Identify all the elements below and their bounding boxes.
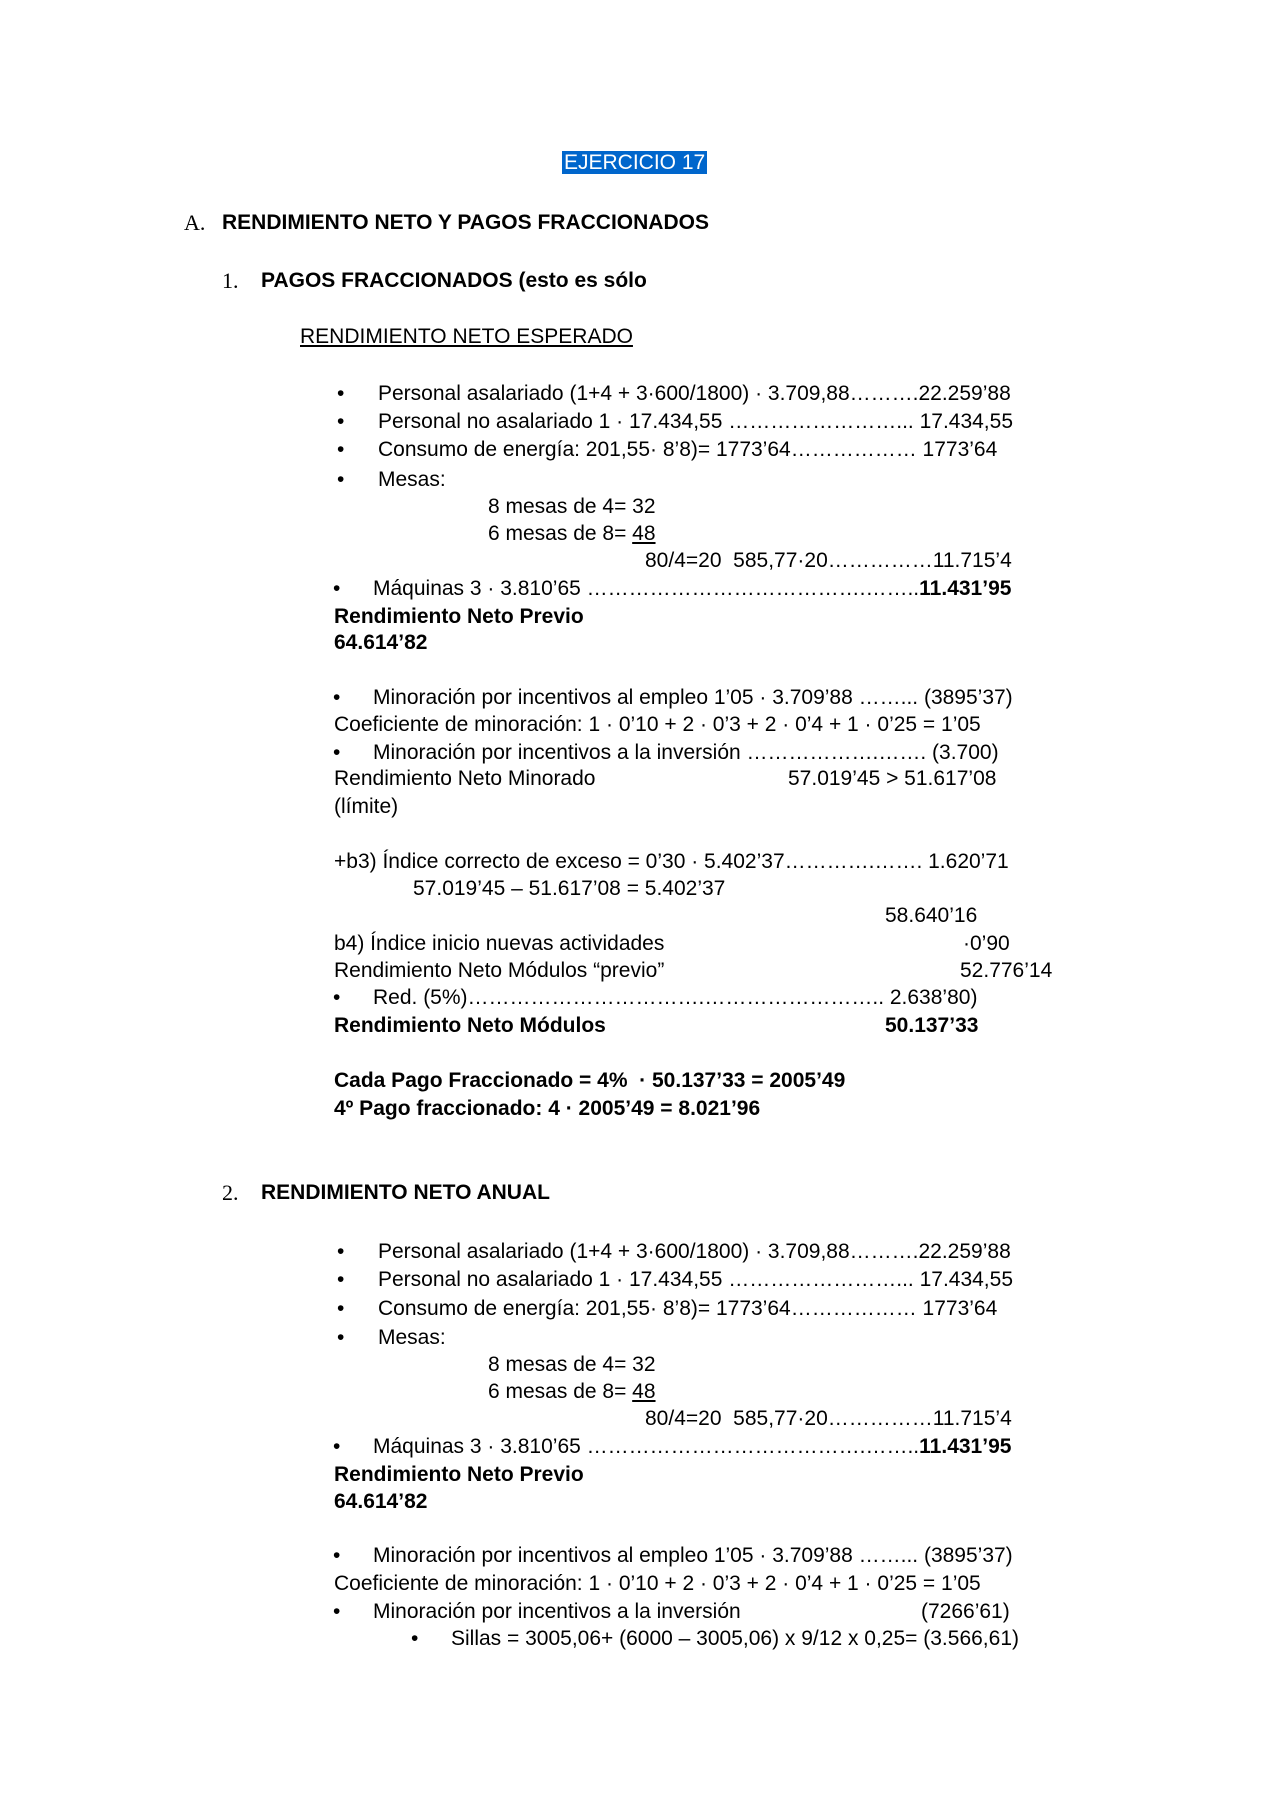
line-mesas-1: 8 mesas de 4= 32 [488,1353,656,1376]
line-personal-no-asalariado: Personal no asalariado 1 · 17.434,55 ……………………... 17.434,55 [378,1268,1014,1291]
bullet: • [333,686,341,709]
bullet: • [333,1600,341,1623]
bullet: • [333,1435,341,1458]
mesas-2-label: 6 mesas de 8= [488,522,633,545]
mesas-2-value: 48 [632,522,656,545]
line-coeficiente: Coeficiente de minoración: 1 · 0’10 + 2 · 0’3 + 2 · 0’4 + 1 · 0’25 = 1’05 [334,713,981,736]
bullet: • [337,1297,345,1320]
mesas-2-value: 48 [632,1380,656,1403]
line-b4-label: b4) Índice inicio nuevas actividades [334,932,665,955]
line-mesas-3: 80/4=20 585,77·20……………11.715’4 [645,549,1012,572]
line-minoracion-empleo: Minoración por incentivos al empleo 1’05 · 3.709’88 ……... (3895’37) [373,1544,1013,1567]
bullet: • [337,468,345,491]
section-1-marker: 1. [222,268,239,293]
line-minoracion-inversion: Minoración por incentivos a la inversión ……………….……. (3.700) [373,741,999,764]
line-maquinas [373,577,1011,601]
line-consumo-energia: Consumo de energía: 201,55· 8’8)= 1773’64……………… 1773’64 [378,1297,998,1320]
section-a-heading: RENDIMIENTO NETO Y PAGOS FRACCIONADOS [222,211,709,234]
rendimiento-neto-minorado-label: Rendimiento Neto Minorado [334,767,596,790]
line-mesas-1: 8 mesas de 4= 32 [488,495,656,518]
rendimiento-neto-modulos-value: 50.137’33 [885,1014,979,1037]
bullet: • [333,986,341,1009]
maquinas-value: 11.431’95 [919,577,1012,600]
rendimiento-neto-minorado-value: 57.019’45 > 51.617’08 [788,767,997,790]
line-58640: 58.640’16 [885,904,978,927]
line-mesas-2 [488,1380,656,1404]
line-mesas: Mesas: [378,468,446,491]
line-rn-modulos-previo-label: Rendimiento Neto Módulos “previo” [334,959,665,982]
line-sillas: Sillas = 3005,06+ (6000 – 3005,06) x 9/12 x 0,25= (3.566,61) [451,1627,1019,1650]
line-b4-value: ·0’90 [963,932,1010,955]
line-limite: (límite) [334,795,399,818]
bullet: • [411,1627,419,1650]
bullet: • [337,438,345,461]
bullet: • [337,1268,345,1291]
section-2-heading: RENDIMIENTO NETO ANUAL [261,1181,550,1204]
mesas-2-label: 6 mesas de 8= [488,1380,633,1403]
line-minoracion-inversion-value: (7266’61) [921,1600,1010,1623]
line-b3-calc: 57.019’45 – 51.617’08 = 5.402’37 [413,877,726,900]
rendimiento-neto-previo-value: 64.614’82 [334,631,428,654]
line-personal-asalariado: Personal asalariado (1+4 + 3·600/1800) · 3.709,88……….22.259’88 [378,1240,1011,1263]
rendimiento-neto-previo-label: Rendimiento Neto Previo [334,605,584,628]
section-1-heading: PAGOS FRACCIONADOS (esto es sólo [261,269,647,292]
line-minoracion-empleo: Minoración por incentivos al empleo 1’05 · 3.709’88 ……... (3895’37) [373,686,1013,709]
bullet: • [333,741,341,764]
line-minoracion-inversion-label: Minoración por incentivos a la inversión [373,1600,741,1623]
bullet: • [333,1544,341,1567]
line-coeficiente: Coeficiente de minoración: 1 · 0’10 + 2 · 0’3 + 2 · 0’4 + 1 · 0’25 = 1’05 [334,1572,981,1595]
bullet: • [337,382,345,405]
bullet: • [337,1326,345,1349]
line-mesas-3: 80/4=20 585,77·20……………11.715’4 [645,1407,1012,1430]
maquinas-label: Máquinas 3 · 3.810’65 ………………………………….…….. [373,577,920,600]
bullet: • [333,577,341,600]
line-maquinas [373,1435,1011,1459]
section-2-marker: 2. [222,1180,239,1205]
line-consumo-energia: Consumo de energía: 201,55· 8’8)= 1773’64……………… 1773’64 [378,438,998,461]
section-a-marker: A. [184,210,206,235]
line-personal-no-asalariado: Personal no asalariado 1 · 17.434,55 ……………………... 17.434,55 [378,410,1014,433]
line-personal-asalariado: Personal asalariado (1+4 + 3·600/1800) · 3.709,88……….22.259’88 [378,382,1011,405]
rendimiento-neto-previo-label: Rendimiento Neto Previo [334,1463,584,1486]
line-cuarto-pago: 4º Pago fraccionado: 4 · 2005’49 = 8.021’96 [334,1097,761,1120]
line-reduccion: Red. (5%)…………………………….…………………….. 2.638’80) [373,986,978,1009]
rendimiento-neto-modulos-label: Rendimiento Neto Módulos [334,1014,606,1037]
line-cada-pago: Cada Pago Fraccionado = 4% · 50.137’33 = 2005’49 [334,1069,846,1092]
line-rn-modulos-previo-value: 52.776’14 [960,959,1053,982]
line-mesas-2 [488,522,656,546]
maquinas-value: 11.431’95 [919,1435,1012,1458]
line-mesas: Mesas: [378,1326,446,1349]
bullet: • [337,410,345,433]
page-title [562,151,707,175]
title-highlight: EJERCICIO 17 [564,151,706,174]
rendimiento-neto-previo-value: 64.614’82 [334,1490,428,1513]
line-b3: +b3) Índice correcto de exceso = 0’30 · 5.402’37………….……. 1.620’71 [334,850,1009,873]
maquinas-label: Máquinas 3 · 3.810’65 ………………………………….…….. [373,1435,920,1458]
section-1-subheading: RENDIMIENTO NETO ESPERADO [300,325,633,348]
bullet: • [337,1240,345,1263]
